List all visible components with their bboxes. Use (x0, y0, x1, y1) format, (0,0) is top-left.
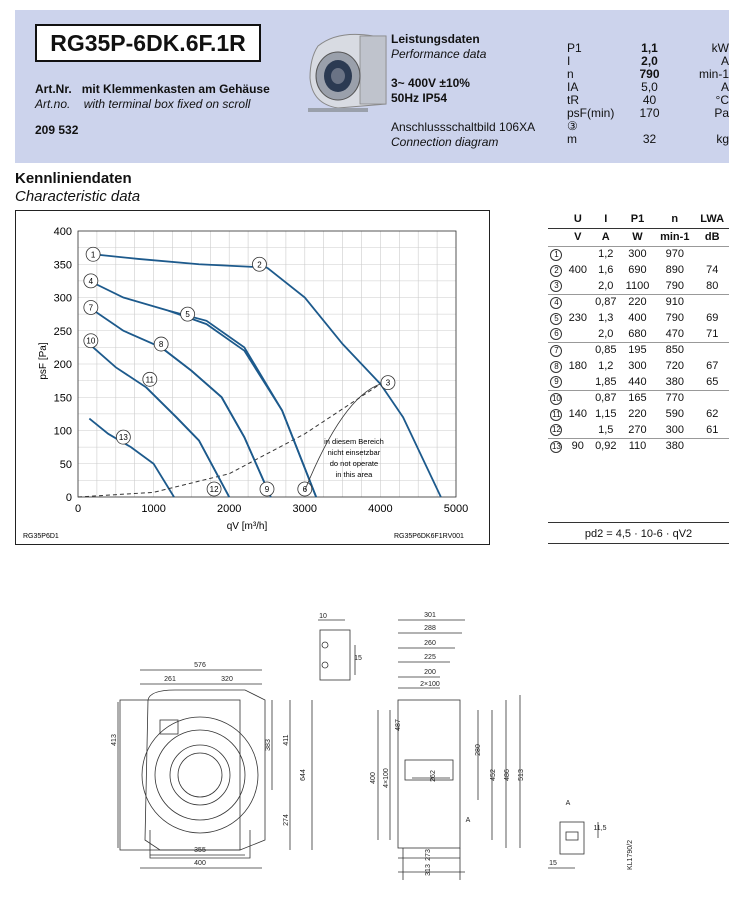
table-cell: dB (695, 228, 729, 246)
table-cell: 67 (706, 360, 719, 372)
table-cell: 1,6 (598, 264, 614, 276)
table-cell: 970 (654, 246, 695, 262)
table-row (548, 310, 729, 326)
model-name: RG35P-6DK.6F.1R (35, 24, 261, 62)
table-cell: 1100 (625, 279, 650, 292)
curve-number-badge: 5 (550, 313, 562, 325)
detail-dimension: A (465, 817, 471, 824)
annotation-line: in diesem Bereich (324, 436, 384, 446)
table-cell: n (671, 212, 679, 225)
curve-number-badge: 2 (550, 265, 562, 277)
x-tick-label: 3000 (292, 503, 318, 515)
table-cell (565, 390, 591, 406)
detail-dimension: 11,5 (593, 825, 607, 832)
table-cell: 0,87 (591, 294, 621, 310)
table-row (548, 210, 729, 228)
series-line-c5 (169, 311, 316, 497)
curve-number-badge: 13 (551, 441, 561, 451)
table-cell: 400 (568, 264, 587, 276)
param-key: IA (567, 80, 579, 94)
detail-dimension: 15 (354, 655, 362, 662)
table-cell: 910 (654, 294, 695, 310)
param-key: tR (567, 93, 579, 107)
table-cell: I (604, 212, 608, 225)
table-cell: 230 (568, 312, 587, 324)
curve-number-badge: 10 (551, 393, 561, 403)
table-cell (565, 374, 591, 390)
table-cell: 720 (665, 360, 684, 372)
table-cell (695, 294, 729, 310)
front-dimension: 400 (194, 860, 206, 867)
param-unit: kW (711, 41, 729, 55)
section-title (15, 170, 140, 206)
table-cell: 770 (654, 390, 695, 406)
y-tick-label: 300 (53, 292, 72, 305)
y-axis-label: psF [Pa] (38, 342, 49, 380)
curve-number-badge: 3 (550, 280, 562, 292)
curve-number-badge: 7 (550, 345, 562, 357)
table-cell: 300 (665, 423, 684, 436)
detail-dimension: 15 (549, 860, 557, 867)
curve-badge-label: 7 (88, 303, 94, 313)
artnr-label-en: Art.no. (35, 97, 71, 111)
side-dimension: 487 (395, 719, 402, 731)
table-cell: A (591, 228, 621, 246)
curve-badge-label: 3 (385, 378, 391, 388)
table-cell: 1,2 (591, 246, 621, 262)
table-row (548, 262, 729, 278)
detail-dimension: 10 (319, 613, 327, 620)
table-cell: 140 (568, 408, 587, 420)
table-cell (548, 406, 565, 422)
table-cell: 165 (621, 390, 654, 406)
table-cell: 69 (706, 312, 719, 324)
param-unit: Pa (714, 106, 729, 120)
side-dimension: 400 (370, 772, 377, 784)
table-cell: 300 (621, 246, 654, 262)
table-row (548, 228, 729, 246)
curve-badge-label: 8 (158, 340, 164, 350)
table-cell: 790 (665, 279, 684, 292)
table-cell: 110 (621, 438, 654, 454)
table-row (548, 390, 729, 406)
curve-number-badge: 1 (550, 249, 562, 261)
table-cell (548, 228, 565, 246)
perf-title-en: Performance data (391, 47, 487, 61)
table-cell: 690 (628, 264, 647, 276)
table-row (548, 406, 729, 422)
table-cell: 680 (628, 327, 647, 340)
series-line-c8 (161, 347, 271, 497)
curve-badge-label: 4 (88, 276, 94, 286)
table-cell: 74 (706, 264, 719, 276)
y-tick-label: 350 (53, 259, 72, 272)
table-cell (695, 438, 729, 454)
y-tick-label: 150 (53, 392, 72, 405)
front-dimension: 355 (194, 847, 206, 854)
pressure-formula (548, 522, 729, 544)
artnr-desc-de: mit Klemmenkasten am Gehäuse (81, 82, 270, 96)
param-unit: kg (716, 132, 729, 146)
table-cell (565, 246, 591, 262)
table-cell (548, 358, 565, 374)
param-row (567, 133, 729, 146)
table-cell: 440 (628, 375, 647, 388)
table-row (548, 246, 729, 262)
table-cell (548, 342, 565, 358)
table-row (548, 342, 729, 358)
table-cell: 850 (654, 342, 695, 358)
table-cell: P1 (630, 212, 645, 225)
table-cell: 590 (665, 408, 684, 420)
side-dimension: 200 (424, 669, 436, 676)
table-cell: 62 (706, 408, 719, 420)
side-dimension: 301 (424, 612, 436, 619)
param-value: 5,0 (641, 80, 658, 94)
y-tick-label: 200 (53, 359, 72, 371)
table-row (548, 278, 729, 294)
table-cell: 1,85 (595, 375, 617, 388)
y-tick-label: 100 (53, 425, 72, 438)
artnr-number: 209 532 (35, 123, 79, 137)
param-key: I (567, 54, 571, 68)
table-cell: 1,5 (598, 423, 614, 436)
x-tick-label: 4000 (368, 503, 393, 515)
side-dimension: 288 (424, 625, 436, 632)
param-key: n (567, 67, 574, 81)
table-cell: 890 (665, 264, 684, 276)
curve-number-badge: 11 (552, 409, 561, 419)
table-row (548, 438, 729, 454)
x-axis-label: qV [m³/h] (226, 521, 268, 532)
characteristic-chart (16, 211, 489, 544)
table-cell (548, 246, 565, 262)
param-value: 1,1 (641, 41, 658, 55)
performance-info (391, 32, 535, 150)
param-unit: A (720, 80, 729, 94)
side-dimension: 225 (424, 654, 436, 661)
header-panel (15, 10, 729, 163)
table-cell: 270 (628, 423, 647, 436)
curve-number-badge: 8 (550, 361, 562, 373)
param-key: psF(min) ③ (567, 106, 615, 133)
table-cell: 0,85 (591, 342, 621, 358)
fan-image (298, 26, 390, 116)
series-line-1 (93, 254, 267, 270)
artnr-label-de: Art.Nr. (35, 82, 72, 96)
table-cell (695, 390, 729, 406)
table-cell: 300 (628, 360, 647, 372)
table-cell (548, 438, 565, 454)
table-cell (548, 390, 565, 406)
table-cell: U (573, 212, 582, 225)
curve-number-badge: 9 (550, 376, 562, 388)
front-dimension: 274 (283, 814, 290, 826)
table-cell: 2,0 (598, 279, 614, 292)
connection-diagram-de: Anschlussschaltbild 106XA (391, 120, 536, 134)
article-info (35, 82, 270, 138)
connection-diagram-en: Connection diagram (391, 135, 499, 149)
curve-number-badge: 6 (550, 328, 562, 340)
table-cell: V (565, 228, 591, 246)
param-key: P1 (567, 41, 582, 55)
table-row (548, 326, 729, 342)
table-cell (548, 278, 565, 294)
front-dimension: 320 (221, 676, 233, 683)
x-tick-label: 0 (74, 503, 82, 515)
y-tick-label: 400 (53, 226, 72, 238)
side-dimension: 313 (425, 864, 432, 876)
detail-dimension: A (565, 800, 571, 807)
voltage-text: 3~ 400V ±10% (391, 76, 470, 90)
table-cell: 1,3 (598, 312, 614, 324)
table-cell (565, 294, 591, 310)
table-cell: 400 (628, 312, 647, 324)
curve-badge-label: 6 (302, 485, 308, 495)
table-row (548, 422, 729, 438)
table-cell: 71 (706, 327, 719, 340)
front-dimension: 644 (300, 769, 307, 781)
table-cell (548, 422, 565, 438)
table-row (548, 374, 729, 390)
side-dimension: 513 (518, 769, 525, 781)
table-cell: 90 (565, 438, 591, 454)
param-unit: min-1 (698, 67, 729, 81)
perf-title-de: Leistungsdaten (391, 32, 480, 46)
y-tick-label: 50 (59, 458, 72, 471)
curve-number-badge: 4 (550, 297, 562, 309)
param-row (567, 107, 729, 133)
chart-code-right: RG35P6DK6F1RV001 (394, 533, 464, 540)
table-row (548, 294, 729, 310)
table-cell: 1,2 (598, 360, 614, 372)
table-cell: min-1 (654, 228, 695, 246)
chart-frame (15, 210, 490, 545)
curve-number-badge: 12 (551, 425, 561, 435)
table-cell: 380 (665, 375, 684, 388)
param-value: 32 (642, 132, 657, 146)
side-dimension: 4×100 (383, 768, 390, 788)
table-cell: 0,87 (591, 390, 621, 406)
side-dimension: 260 (424, 640, 436, 647)
table-cell (565, 422, 591, 438)
table-cell: 470 (665, 327, 684, 340)
param-unit: A (720, 54, 729, 68)
table-cell: 0,92 (591, 438, 621, 454)
table-cell (548, 310, 565, 326)
x-tick-label: 2000 (216, 503, 242, 515)
table-cell (695, 246, 729, 262)
curve-badge-label: 9 (264, 485, 270, 495)
table-cell: 220 (621, 294, 654, 310)
table-cell: 180 (568, 360, 587, 372)
table-cell (695, 342, 729, 358)
front-view (118, 670, 312, 868)
param-key: m (567, 132, 577, 146)
front-dimension: 576 (194, 662, 206, 669)
table-cell (548, 294, 565, 310)
table-cell: 195 (621, 342, 654, 358)
series-line-4 (89, 281, 316, 497)
y-tick-label: 0 (65, 492, 72, 504)
annotation-line: do not operate (329, 458, 379, 468)
annotation-line: in this area (335, 469, 373, 479)
table-row (548, 358, 729, 374)
table-cell (548, 262, 565, 278)
x-tick-label: 5000 (443, 503, 469, 515)
table-cell (548, 374, 565, 390)
side-dimension: 486 (504, 769, 511, 781)
characteristic-table (548, 210, 729, 454)
curve-badge-label: 11 (145, 375, 154, 385)
formula-text: pd2 = 4,5 · 10-6 · qV2 (584, 528, 693, 540)
table-cell: 80 (706, 279, 719, 292)
series-line-7 (89, 307, 270, 497)
curve-badge-label: 1 (90, 250, 96, 260)
param-unit: °C (715, 93, 729, 107)
param-value: 40 (642, 93, 657, 107)
drawing-reference: KL1790/2 (627, 840, 634, 870)
curve-badge-label: 5 (185, 310, 190, 320)
table-cell: 220 (628, 408, 647, 420)
table-cell: 790 (665, 312, 684, 324)
freq-ip-text: 50Hz IP54 (391, 91, 448, 105)
chart-code-left: RG35P6D1 (23, 533, 59, 540)
front-dimension: 383 (265, 739, 272, 751)
front-dimension: 413 (111, 734, 118, 746)
table-cell: 65 (706, 375, 719, 388)
table-cell: LWA (700, 212, 725, 225)
side-dimension: 262 (430, 770, 437, 782)
parameter-table (567, 42, 729, 146)
annotation-line: nicht einsetzbar (327, 447, 381, 457)
front-dimension: 261 (164, 676, 176, 683)
side-view (378, 620, 520, 880)
side-dimension: 2×100 (420, 681, 440, 688)
table-cell: 380 (654, 438, 695, 454)
curve-badge-label: 12 (209, 485, 219, 495)
table-cell: 2,0 (598, 327, 614, 340)
table-cell: 1,15 (595, 408, 617, 420)
table-cell: 61 (706, 423, 719, 436)
table-cell (565, 326, 591, 342)
table-cell (565, 278, 591, 294)
table-cell: W (621, 228, 654, 246)
param-value: 790 (639, 67, 660, 81)
y-tick-label: 250 (53, 325, 72, 338)
table-cell (565, 342, 591, 358)
param-value: 170 (639, 106, 660, 120)
section-title-en: Characteristic data (15, 188, 141, 205)
curve-badge-label: 2 (257, 260, 262, 270)
section-title-de: Kennliniendaten (15, 170, 132, 187)
front-dimension: 411 (283, 734, 290, 746)
curve-badge-label: 13 (118, 433, 128, 443)
artnr-desc-en: with terminal box fixed on scroll (83, 97, 251, 111)
side-dimension: 452 (490, 769, 497, 781)
curve-badge-label: 10 (86, 336, 96, 346)
table-cell (548, 326, 565, 342)
side-dimension: 280 (475, 744, 482, 756)
side-dimension: 273 (425, 849, 432, 861)
table-cell (548, 210, 565, 228)
dimension-drawing (0, 600, 744, 900)
x-tick-label: 1000 (141, 503, 166, 515)
param-value: 2,0 (641, 54, 658, 68)
